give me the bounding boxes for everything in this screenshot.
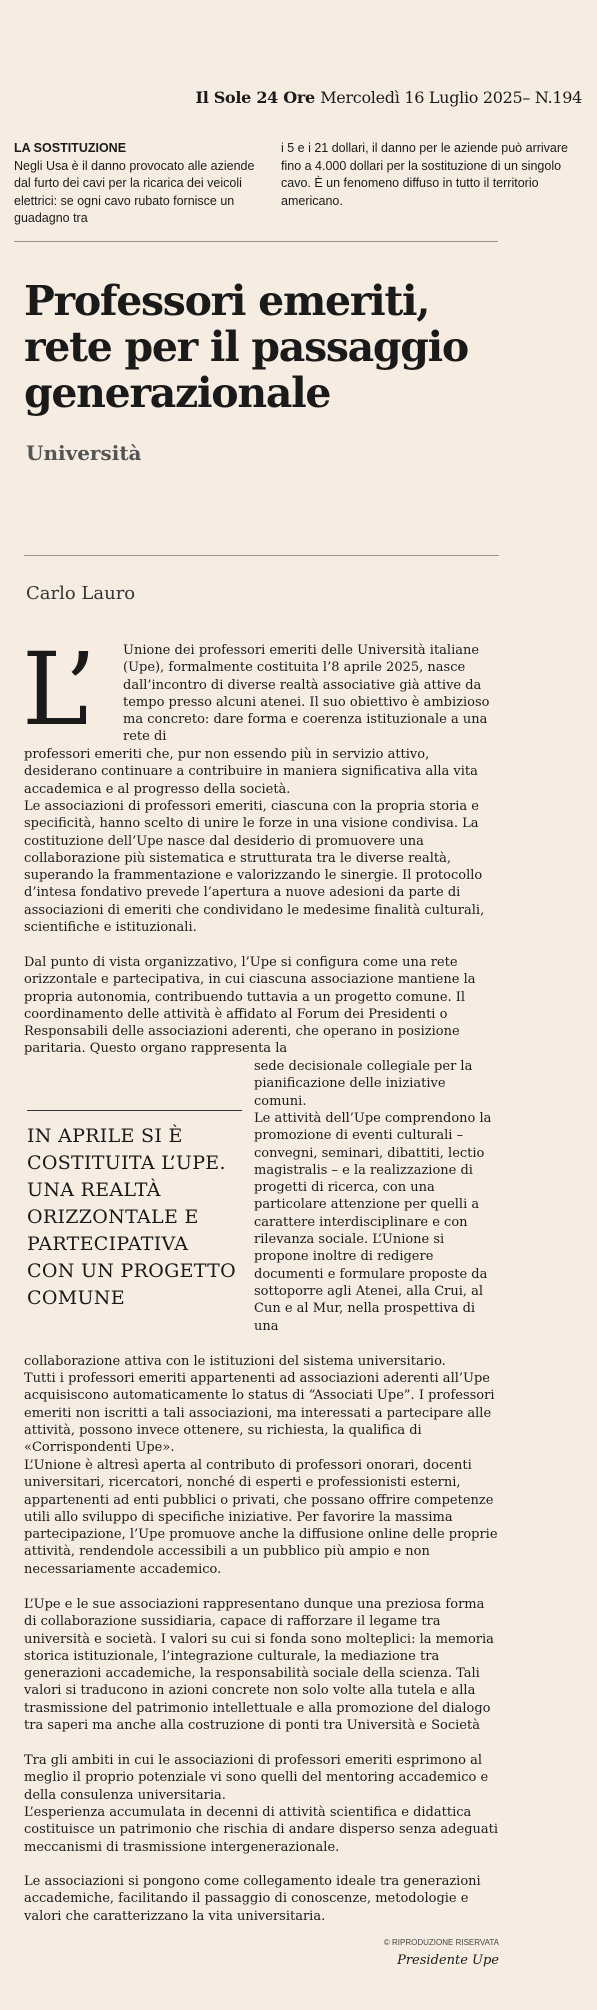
issue-date: Mercoledì 16 Luglio 2025 bbox=[320, 88, 523, 107]
paragraph-1a: Unione dei professori emeriti delle Università italiane (Upe), formalmente costituita l’8 aprile 2025, nasce dall’incontro di diverse realtà associative già attive da tempo presso alcuni atenei. Il suo obiettivo è ambizioso ma concreto: dare forma e coerenza istituzionale a una rete di bbox=[123, 643, 490, 745]
paragraph-5: Tutti i professori emeriti appartenenti ad associazioni aderenti all’Upe acquisiscono automaticamente lo status di “Associati Upe”. I professori emeriti non iscritti a tali associazioni, ma interessati a partecipare alle attività, possono invece ottenere, su richiesta, la qualifica di «Corrispondenti Upe». bbox=[24, 1371, 495, 1456]
sidebar-box bbox=[14, 140, 584, 240]
author-divider bbox=[24, 555, 499, 556]
paragraph-4a: Le attività dell’Upe comprendono la promozione di eventi culturali – convegni, seminari, dibattiti, lectio magistralis – e la realizzazione di progetti di ricerca, con una particolare attenzione per quelli a carattere interdisciplinare e con rilevanza sociale. L’Unione si propone inoltre di redigere documenti e formulare proposte da sottoporre agli Atenei, alla Crui, al Cun e al Mur, nella prospettiva di una bbox=[254, 1111, 492, 1334]
paragraph-2: Le associazioni di professori emeriti, ciascuna con la propria storia e specificità, hanno scelto di unire le forze in una visione condivisa. La costituzione dell’Upe nasce dal desiderio di promuovere una collaborazione più sistematica e strutturata tra le diverse realtà, superando la frammentazione e valorizzando le sinergie. Il protocollo d’intesa fondativo prevede l’apertura a nuove adesioni da parte di associazioni di emeriti che condividano le medesime finalità culturali, scientifiche e istituzionali. bbox=[24, 799, 485, 936]
title-line-1: Professori emeriti, bbox=[24, 277, 430, 325]
sidebar-right-text: i 5 e i 21 dollari, il danno per le aziende può arrivare fino a 4.000 dollari per la sostituzione di un singolo cavo. È un fenomeno diffuso in tutto il territorio americano. bbox=[281, 141, 568, 208]
sidebar-left-column bbox=[14, 140, 269, 228]
paragraph-3a: Dal punto di vista organizzativo, l’Upe si configura come una rete orizzontale e partecipativa, in cui ciascuna associazione mantiene la propria autonomia, contribuendo tuttavia a un progetto comune. Il coordinamento delle attività è affidato al Forum dei Presidenti o Responsabili delle associazioni aderenti, che operano in posizione paritaria. Questo organo rappresenta la bbox=[24, 955, 476, 1057]
pull-quote: IN APRILE SI È COSTITUITA L’UPE. UNA REALTÀ ORIZZONTALE E PARTECIPATIVA CON UN PROGETTO COMUNE bbox=[27, 1125, 236, 1309]
paragraph-3b: sede decisionale collegiale per la pianificazione delle iniziative comuni. bbox=[254, 1059, 473, 1109]
pull-quote-rule bbox=[27, 1110, 242, 1111]
title-line-2: rete per il passaggio bbox=[24, 323, 468, 371]
sidebar-left-text: Negli Usa è il danno provocato alle aziende dal furto dei cavi per la ricarica dei veicoli elettrici: se ogni cavo rubato fornisce un guadagno tra bbox=[14, 158, 255, 225]
drop-cap: L’ bbox=[22, 631, 97, 748]
author-signature: Presidente Upe bbox=[397, 1953, 499, 1968]
article-title bbox=[24, 278, 544, 416]
issue-number: – N.194 bbox=[522, 88, 582, 107]
paragraph-1b: professori emeriti che, pur non essendo più in servizio attivo, desiderano continuare a contribuire in maniera significativa alla vita accademica e al progresso della società. bbox=[24, 747, 478, 797]
paragraph-7: L’Upe e le sue associazioni rappresentano dunque una preziosa forma di collaborazione sussidiaria, capace di rafforzare il legame tra università e società. I valori su cui si fonda sono molteplici: la memoria storica istituzionale, l’integrazione culturale, la mediazione tra generazioni accademiche, la responsabilità sociale della scienza. Tali valori si traducono in azioni concrete non solo volte alla tutela e alla trasmissione del patrimonio intellettuale e alla promozione del dialogo tra saperi ma anche alla costruzione di ponti tra Università e Società bbox=[24, 1597, 494, 1734]
title-line-3: generazionale bbox=[24, 369, 331, 417]
divider bbox=[14, 241, 498, 242]
paragraph-8: Tra gli ambiti in cui le associazioni di professori emeriti esprimono al meglio il proprio potenziale vi sono quelli del mentoring accademico e della consulenza universitaria. bbox=[24, 1753, 489, 1803]
paragraph-9: L’esperienza accumulata in decenni di attività scientifica e didattica costituisce un patrimonio che rischia di andare disperso senza adeguati meccanismi di trasmissione intergenerazionale. bbox=[24, 1805, 499, 1855]
paper-name: Il Sole 24 Ore bbox=[195, 88, 315, 107]
copyright-notice: © RIPRODUZIONE RISERVATA bbox=[383, 1938, 499, 1947]
paragraph-6: L’Unione è altresì aperta al contributo di professori onorari, docenti universitari, ricercatori, nonché di esperti e professionisti esterni, appartenenti ad enti pubblici o privati, che possano offrire competenze utili allo sviluppo di specifiche iniziative. Per favorire la massima partecipazione, l’Upe promuove anche la diffusione online delle proprie attività, rendendole accessibili a un pubblico più ampio e non necessariamente accademico. bbox=[24, 1458, 498, 1577]
paragraph-4b: collaborazione attiva con le istituzioni del sistema universitario. bbox=[24, 1354, 446, 1369]
paragraph-10: Le associazioni si pongono come collegamento ideale tra generazioni accademiche, facilitando il passaggio di conoscenze, metodologie e valori che caratterizzano la vita universitaria. bbox=[24, 1874, 481, 1924]
sidebar-kicker: LA SOSTITUZIONE bbox=[14, 141, 127, 155]
section-label: Università bbox=[26, 441, 142, 465]
author-name: Carlo Lauro bbox=[26, 583, 136, 604]
masthead bbox=[196, 88, 582, 107]
